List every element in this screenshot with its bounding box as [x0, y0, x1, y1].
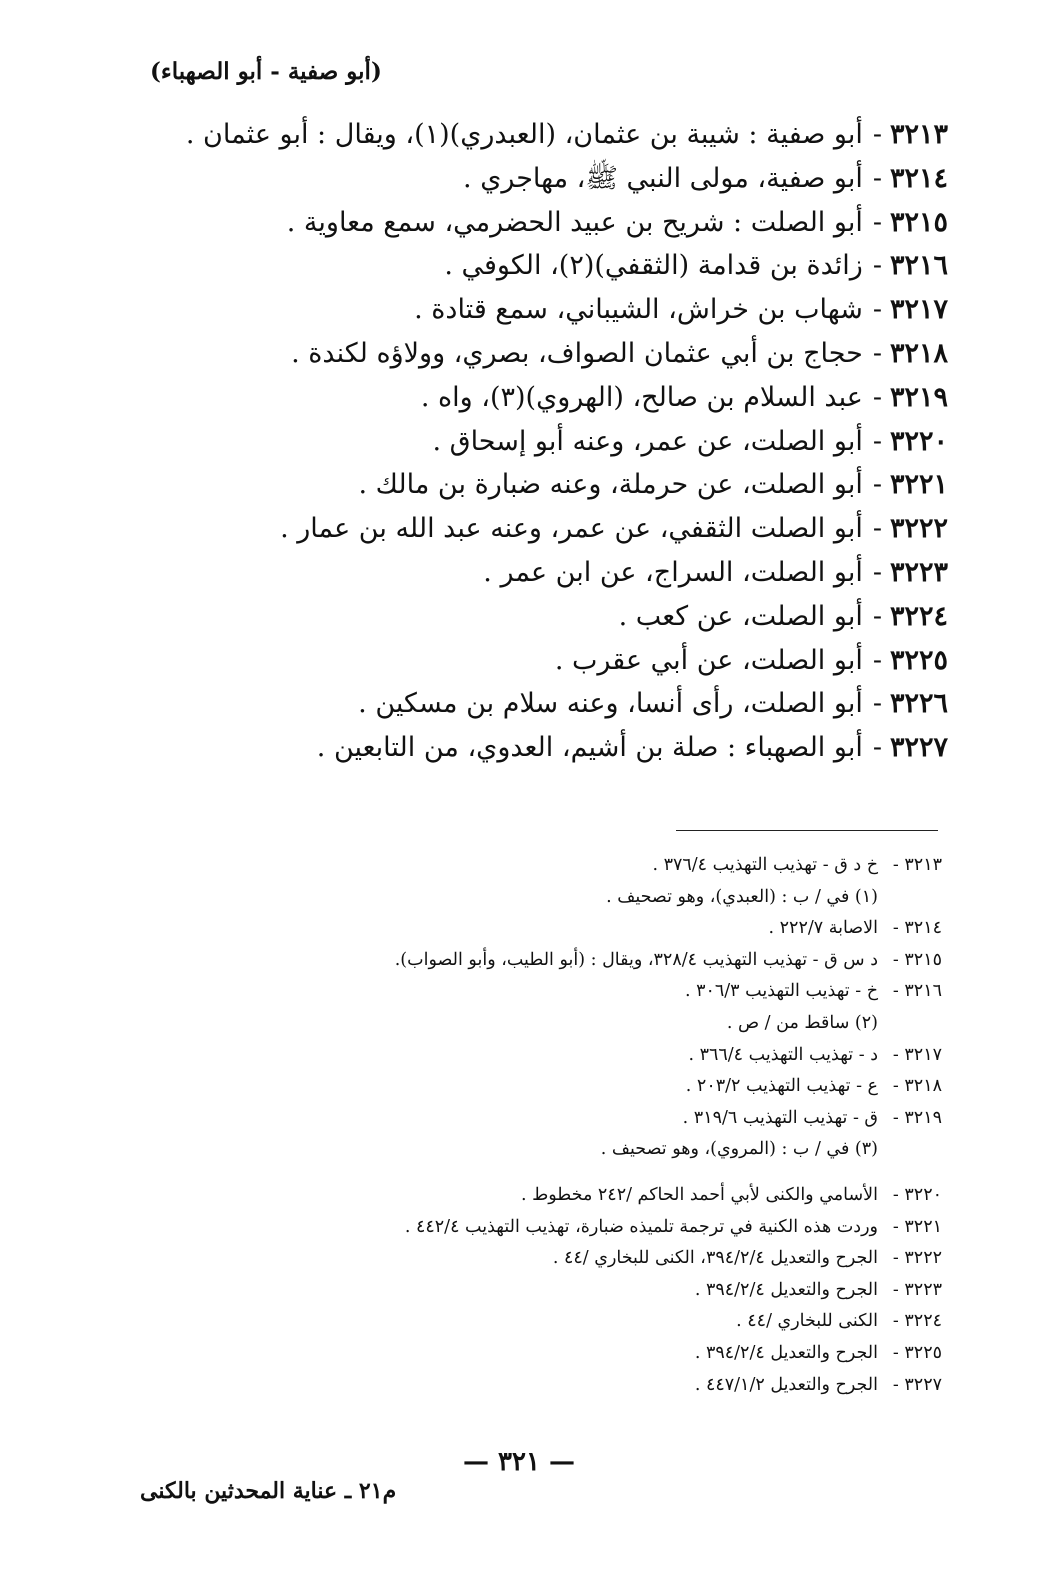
entry-text: أبو صفية : شيبة بن عثمان، (العبدري)(١)، ويقال : أبو عثمان .	[185, 119, 863, 150]
footnote-text: خ د ق - تهذيب التهذيب ٣٧٦/٤ .	[652, 855, 878, 875]
page-number: — ٣٢١ —	[462, 1447, 576, 1477]
entry-3226	[128, 682, 948, 726]
footnote-3227	[222, 1370, 942, 1402]
entry-number: ٣٢١٤	[889, 162, 948, 194]
footnote-ref	[878, 1134, 942, 1166]
footnote-3223	[222, 1275, 942, 1307]
entry-3223	[128, 551, 948, 595]
entry-3227	[128, 726, 948, 770]
entry-dash: -	[872, 294, 882, 326]
footnote-3224	[222, 1306, 942, 1338]
entry-text: حجاج بن أبي عثمان الصواف، بصري، وولاؤه لكندة .	[291, 337, 863, 369]
footnote-text: الجرح والتعديل ٣٩٤/٢/٤، الكنى للبخاري /٤٤ .	[552, 1248, 878, 1269]
entry-number: ٣٢٢٣	[889, 556, 948, 588]
entry-3213	[128, 113, 948, 157]
entry-3216	[128, 244, 948, 288]
footnote-3219	[222, 1103, 942, 1135]
footnote-text: الاصابة ٢٢٢/٧ .	[768, 918, 878, 939]
entry-dash: -	[872, 688, 882, 720]
entry-number: ٣٢١٧	[889, 294, 948, 326]
footnote-ref: ٣٢١٧ -	[892, 1044, 942, 1065]
footnote-ref: ٣٢٢٧ -	[892, 1374, 942, 1395]
footnote-3216	[222, 976, 942, 1008]
footnote-separator	[676, 830, 938, 831]
footnotes	[222, 850, 942, 1401]
entry-number: ٣٢٢٤	[889, 600, 948, 632]
footnote-text: (٢) ساقط من / ص .	[726, 1012, 878, 1033]
footnote-3	[222, 1134, 942, 1166]
entry-3218	[128, 332, 948, 376]
entry-number: ٣٢٢٦	[889, 688, 948, 720]
entry-3222	[128, 507, 948, 551]
entry-text: أبو الصلت، عن كعب .	[618, 600, 863, 632]
footnote-ref: ٣٢١٩ -	[892, 1107, 942, 1128]
footnote-text: د - تهذيب التهذيب ٣٦٦/٤ .	[688, 1044, 878, 1065]
entry-number: ٣٢٢١	[889, 469, 948, 501]
footnote-3221	[222, 1212, 942, 1244]
entry-number: ٣٢١٦	[889, 250, 948, 282]
footnote-3225	[222, 1338, 942, 1370]
footnote-3218	[222, 1071, 942, 1103]
footnote-text: ق - تهذيب التهذيب ٣١٩/٦ .	[682, 1107, 878, 1128]
entry-text: أبو الصلت، رأى أنسا، وعنه سلام بن مسكين .	[358, 688, 863, 720]
entry-text: أبو الصلت، عن عمر، وعنه أبو إسحاق .	[432, 425, 863, 457]
footnote-ref: ٣٢١٤ -	[892, 918, 942, 939]
footnote-ref: ٣٢٢٣ -	[892, 1279, 942, 1300]
entry-3220	[128, 420, 948, 464]
entry-3219	[128, 376, 948, 420]
footnote-3215	[222, 945, 942, 977]
entry-number: ٣٢١٩	[889, 381, 948, 413]
footnote-ref	[878, 1008, 942, 1040]
footnote-ref: ٣٢٢٢ -	[892, 1248, 942, 1269]
footnote-ref: ٣٢١٨ -	[892, 1076, 942, 1097]
footnote-text: (٣) في / ب : (المروي)، وهو تصحيف .	[600, 1139, 878, 1160]
footnote-text: الجرح والتعديل ٤٤٧/١/٢ .	[694, 1374, 878, 1395]
footnote-ref: ٣٢٢٤ -	[892, 1311, 942, 1332]
footnote-text: الجرح والتعديل ٣٩٤/٢/٤ .	[694, 1342, 878, 1363]
entry-text: أبو الصلت الثقفي، عن عمر، وعنه عبد الله بن عمار .	[280, 513, 863, 545]
footnote-text: الجرح والتعديل ٣٩٤/٢/٤ .	[694, 1279, 878, 1300]
footnote-text: د س ق - تهذيب التهذيب ٣٢٨/٤، ويقال : (أبو الطيب، وأبو الصواب).	[394, 949, 878, 970]
entry-3221	[128, 463, 948, 507]
entry-dash: -	[872, 425, 882, 457]
entry-dash: -	[872, 162, 882, 194]
entry-dash: -	[872, 469, 882, 501]
footnote-text: الأسامي والكنى لأبي أحمد الحاكم /٢٤٢ مخطوط .	[520, 1184, 878, 1205]
entry-text: أبو الصلت، عن حرملة، وعنه ضبارة بن مالك .	[358, 469, 863, 501]
entry-dash: -	[872, 556, 882, 588]
footnote-text: خ - تهذيب التهذيب ٣٠٦/٣ .	[684, 981, 878, 1002]
entry-text: أبو الصلت، السراج، عن ابن عمر .	[483, 556, 863, 588]
entry-text: أبو صفية، مولى النبي ﷺ، مهاجري .	[463, 162, 863, 194]
entry-3215	[128, 201, 948, 245]
entry-text: عبد السلام بن صالح، (الهروي)(٣)، واه .	[420, 381, 863, 413]
entry-3225	[128, 639, 948, 683]
entry-number: ٣٢٢٧	[889, 732, 948, 764]
footnote-ref	[878, 882, 942, 914]
footnote-ref: ٣٢١٣ -	[892, 855, 942, 875]
entry-text: أبو الصلت : شريح بن عبيد الحضرمي، سمع معاوية .	[286, 206, 863, 238]
entry-dash: -	[872, 600, 882, 632]
entries-list	[128, 113, 948, 770]
signature-line: م٢١ ـ عناية المحدثين بالكنى	[140, 1478, 397, 1504]
entry-dash: -	[872, 337, 882, 369]
footnote-ref: ٣٢٢٠ -	[892, 1184, 942, 1205]
entry-number: ٣٢١٨	[889, 337, 948, 369]
footnote-3214	[222, 913, 942, 945]
footnote-text: ع - تهذيب التهذيب ٢٠٣/٢ .	[685, 1076, 878, 1097]
entry-dash: -	[872, 513, 882, 545]
entry-3224	[128, 595, 948, 639]
footnote-3220	[222, 1180, 942, 1212]
footnote-3222	[222, 1243, 942, 1275]
entry-3217	[128, 288, 948, 332]
entry-number: ٣٢٢٥	[889, 644, 948, 676]
entry-dash: -	[872, 206, 882, 238]
footnote-ref: ٣٢٢١ -	[892, 1216, 942, 1237]
footnote-text: وردت هذه الكنية في ترجمة تلميذه ضبارة، تهذيب التهذيب ٤٤٢/٤ .	[404, 1216, 878, 1237]
footnote-3217	[222, 1040, 942, 1072]
entry-text: شهاب بن خراش، الشيباني، سمع قتادة .	[414, 294, 863, 326]
entry-number: ٣٢٢٢	[889, 513, 948, 545]
entry-dash: -	[872, 119, 882, 150]
footnote-3213	[222, 850, 942, 882]
entry-3214	[128, 157, 948, 201]
running-header: (أبو صفية - أبو الصهباء)	[150, 58, 382, 85]
footnote-text: (١) في / ب : (العبدي)، وهو تصحيف .	[606, 886, 878, 907]
entry-dash: -	[872, 644, 882, 676]
footnote-spacer	[222, 1166, 942, 1180]
footnote-text: الكنى للبخاري /٤٤ .	[736, 1311, 878, 1332]
footnote-ref: ٣٢١٦ -	[892, 981, 942, 1002]
footnote-ref: ٣٢٢٥ -	[892, 1342, 942, 1363]
entry-number: ٣٢١٣	[889, 119, 948, 150]
entry-dash: -	[872, 381, 882, 413]
entry-number: ٣٢١٥	[889, 206, 948, 238]
footnote-1	[222, 882, 942, 914]
entry-dash: -	[872, 250, 882, 282]
entry-dash: -	[872, 732, 882, 764]
footnote-ref: ٣٢١٥ -	[892, 949, 942, 970]
entry-text: أبو الصهباء : صلة بن أشيم، العدوي، من التابعين .	[316, 732, 863, 764]
entry-number: ٣٢٢٠	[889, 425, 948, 457]
entry-text: أبو الصلت، عن أبي عقرب .	[554, 644, 863, 676]
footnote-2	[222, 1008, 942, 1040]
entry-text: زائدة بن قدامة (الثقفي)(٢)، الكوفي .	[444, 250, 863, 282]
